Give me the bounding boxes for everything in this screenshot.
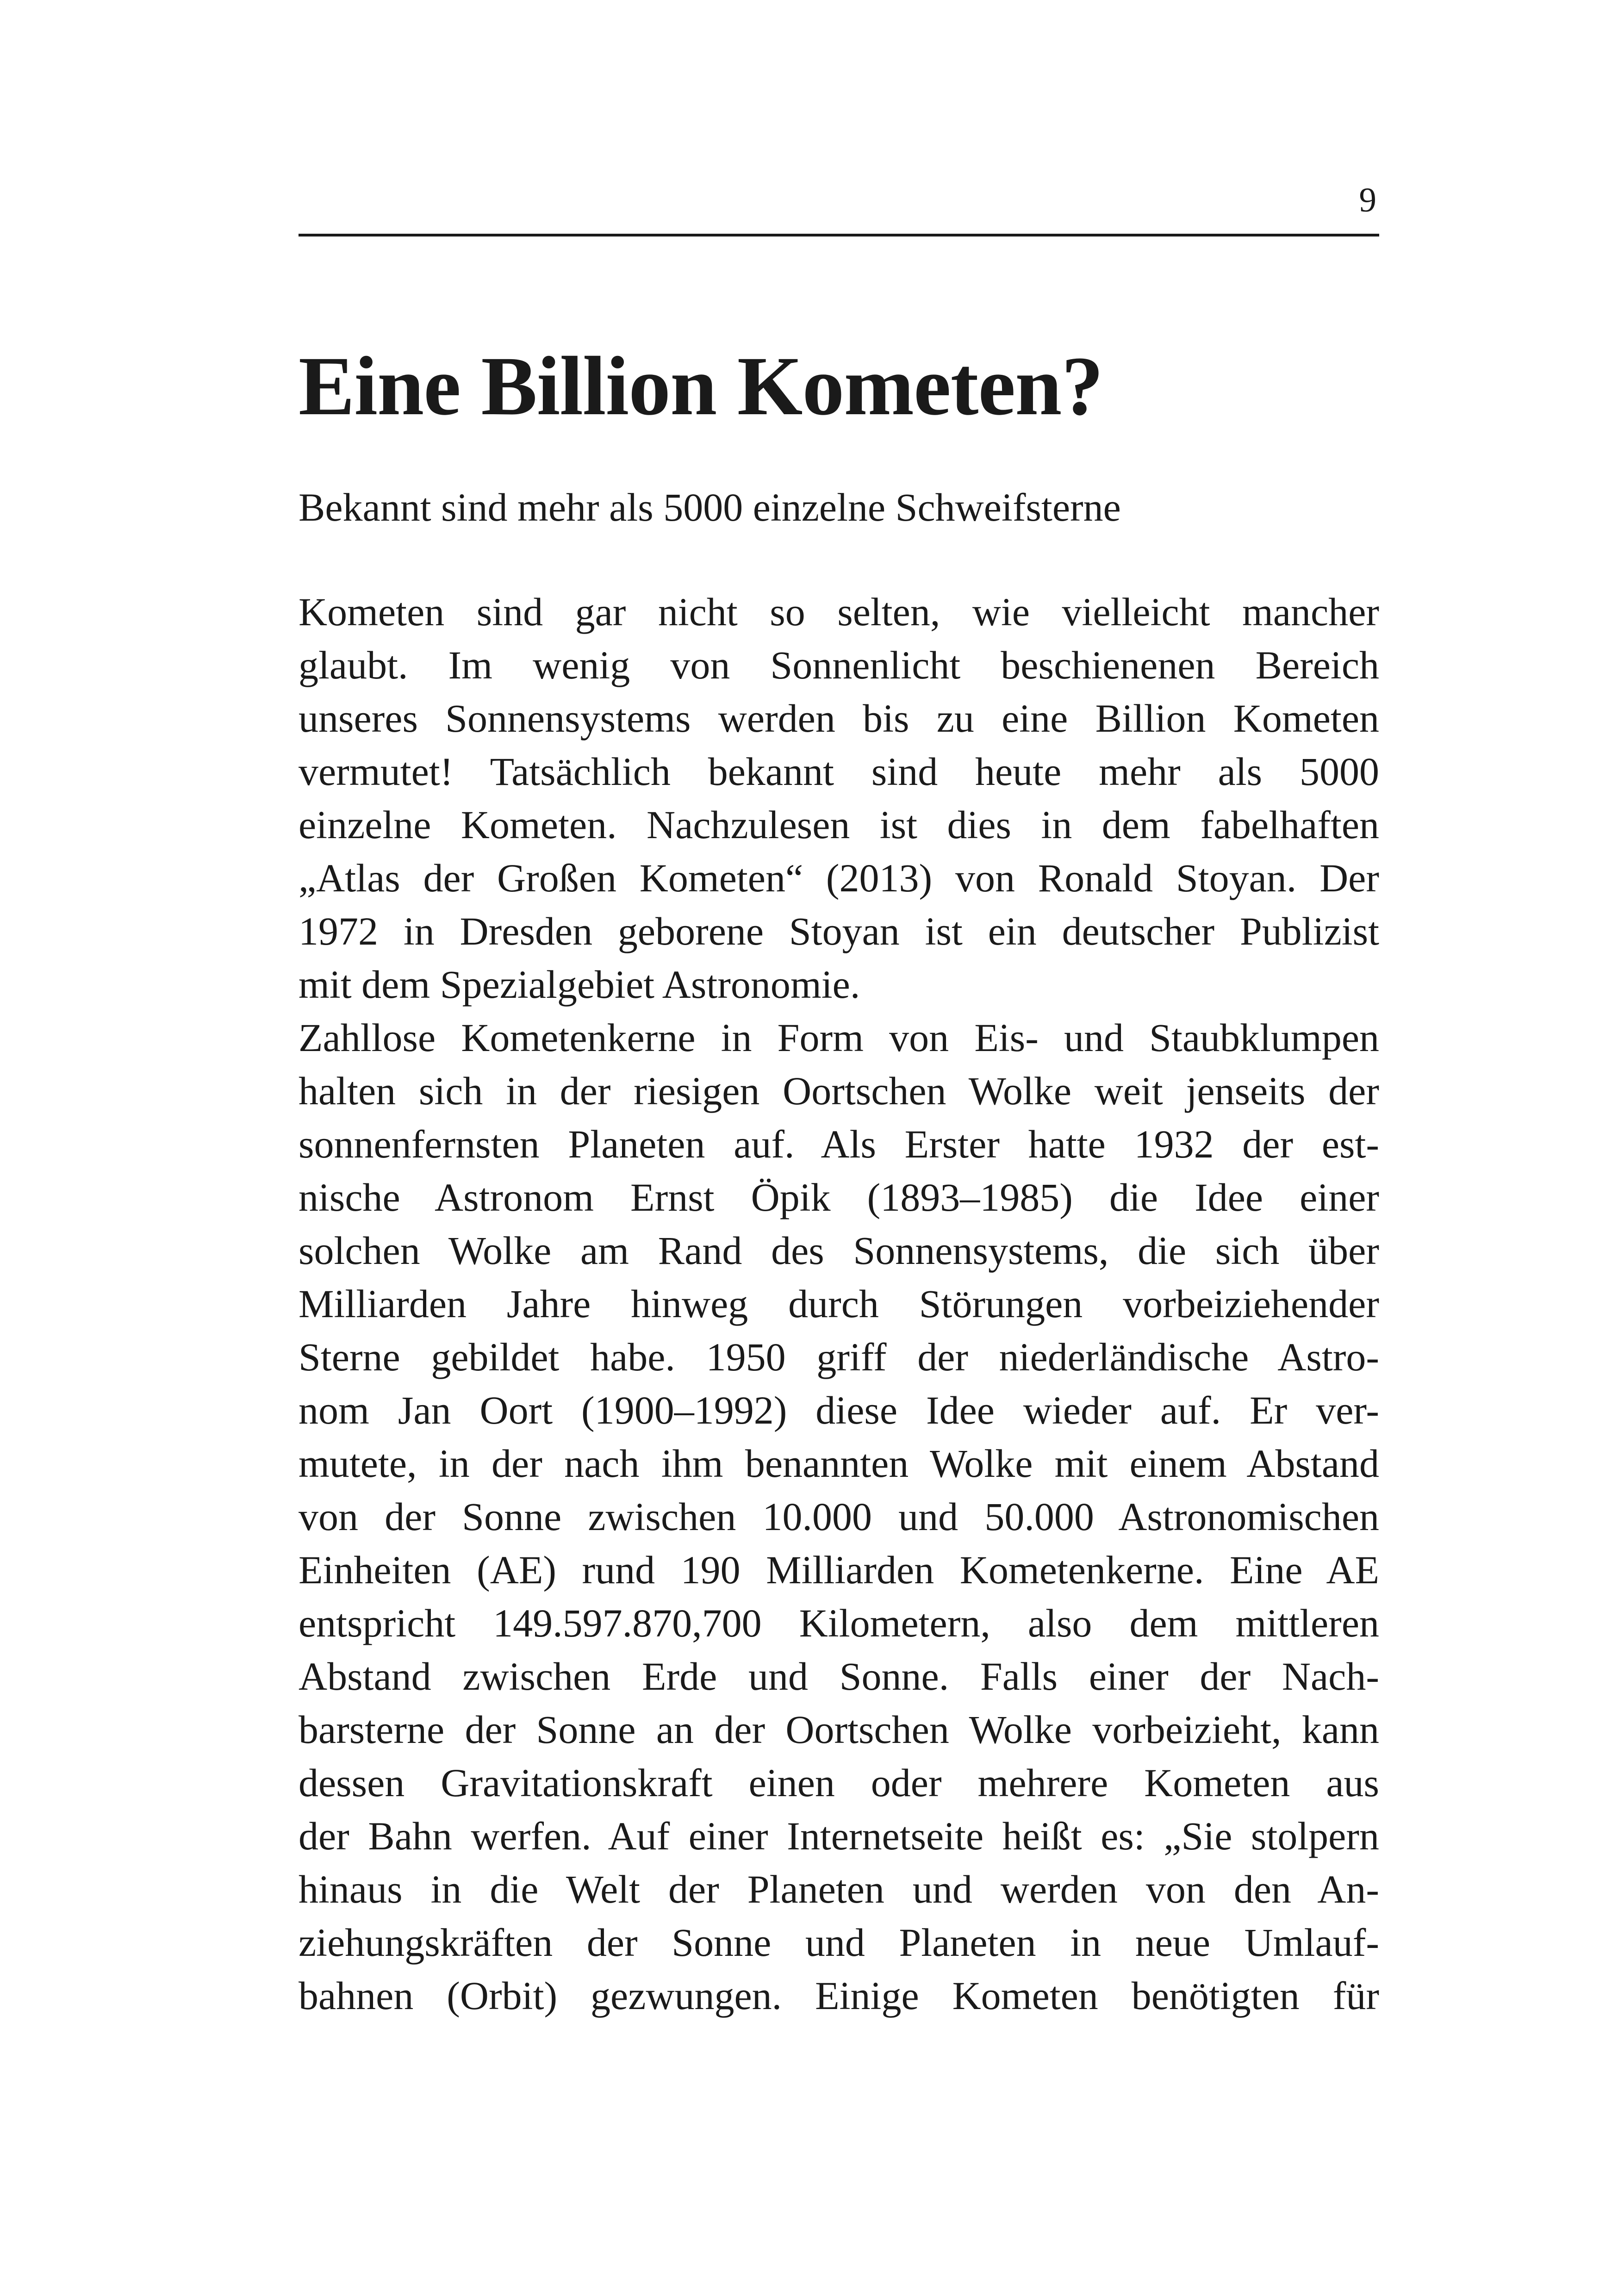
body-line: von der Sonne zwischen 10.000 und 50.000 Astronomischen <box>299 1494 1379 1539</box>
body-line: solchen Wolke am Rand des Sonnensystems, die sich über <box>299 1228 1379 1273</box>
body-line: Kometen sind gar nicht so selten, wie vielleicht mancher <box>299 590 1379 634</box>
page-number: 9 <box>1359 181 1376 219</box>
body-line: ziehungskräften der Sonne und Planeten in neue Umlauf- <box>299 1920 1379 1965</box>
body-line: einzelne Kometen. Nachzulesen ist dies in dem fabelhaften <box>299 803 1379 847</box>
body-line: 1972 in Dresden geborene Stoyan ist ein deutscher Publizist <box>299 909 1379 953</box>
body-line: „Atlas der Großen Kometen“ (2013) von Ronald Stoyan. Der <box>299 856 1379 900</box>
body-line: Sterne gebildet habe. 1950 griff der niederländische Astro- <box>299 1335 1379 1379</box>
body-line: entspricht 149.597.870,700 Kilometern, also dem mittleren <box>299 1601 1379 1645</box>
body-line: halten sich in der riesigen Oortschen Wolke weit jenseits der <box>299 1069 1379 1113</box>
body-line: Abstand zwischen Erde und Sonne. Falls einer der Nach- <box>299 1654 1379 1699</box>
body-line: der Bahn werfen. Auf einer Internetseite heißt es: „Sie stolpern <box>299 1814 1379 1858</box>
subtitle: Bekannt sind mehr als 5000 einzelne Schweifsterne <box>299 485 1121 529</box>
body-line: Zahllose Kometenkerne in Form von Eis- und Staubklumpen <box>299 1015 1379 1060</box>
body-line: Milliarden Jahre hinweg durch Störungen vorbeiziehender <box>299 1282 1379 1326</box>
body-line: unseres Sonnensystems werden bis zu eine Billion Kometen <box>299 696 1379 740</box>
body-line: bahnen (Orbit) gezwungen. Einige Kometen benötigten für <box>299 1973 1379 2018</box>
body-line: sonnenfernsten Planeten auf. Als Erster hatte 1932 der est- <box>299 1122 1379 1166</box>
body-line: nom Jan Oort (1900–1992) diese Idee wieder auf. Er ver- <box>299 1388 1379 1432</box>
body-line: glaubt. Im wenig von Sonnenlicht beschienenen Bereich <box>299 643 1379 687</box>
body-line: barsterne der Sonne an der Oortschen Wolke vorbeizieht, kann <box>299 1707 1379 1752</box>
body-line: hinaus in die Welt der Planeten und werden von den An- <box>299 1867 1379 1911</box>
body-line: Einheiten (AE) rund 190 Milliarden Kometenkerne. Eine AE <box>299 1548 1379 1592</box>
page-title: Eine Billion Kometen? <box>299 340 1103 433</box>
body-text <box>299 585 1379 2022</box>
header-rule <box>299 234 1379 236</box>
body-line: dessen Gravitationskraft einen oder mehrere Kometen aus <box>299 1761 1379 1805</box>
body-line: mit dem Spezialgebiet Astronomie. <box>299 962 860 1007</box>
body-line: nische Astronom Ernst Öpik (1893–1985) die Idee einer <box>299 1175 1379 1220</box>
body-line: vermutet! Tatsächlich bekannt sind heute mehr als 5000 <box>299 749 1379 794</box>
body-line: mutete, in der nach ihm benannten Wolke mit einem Abstand <box>299 1441 1379 1486</box>
